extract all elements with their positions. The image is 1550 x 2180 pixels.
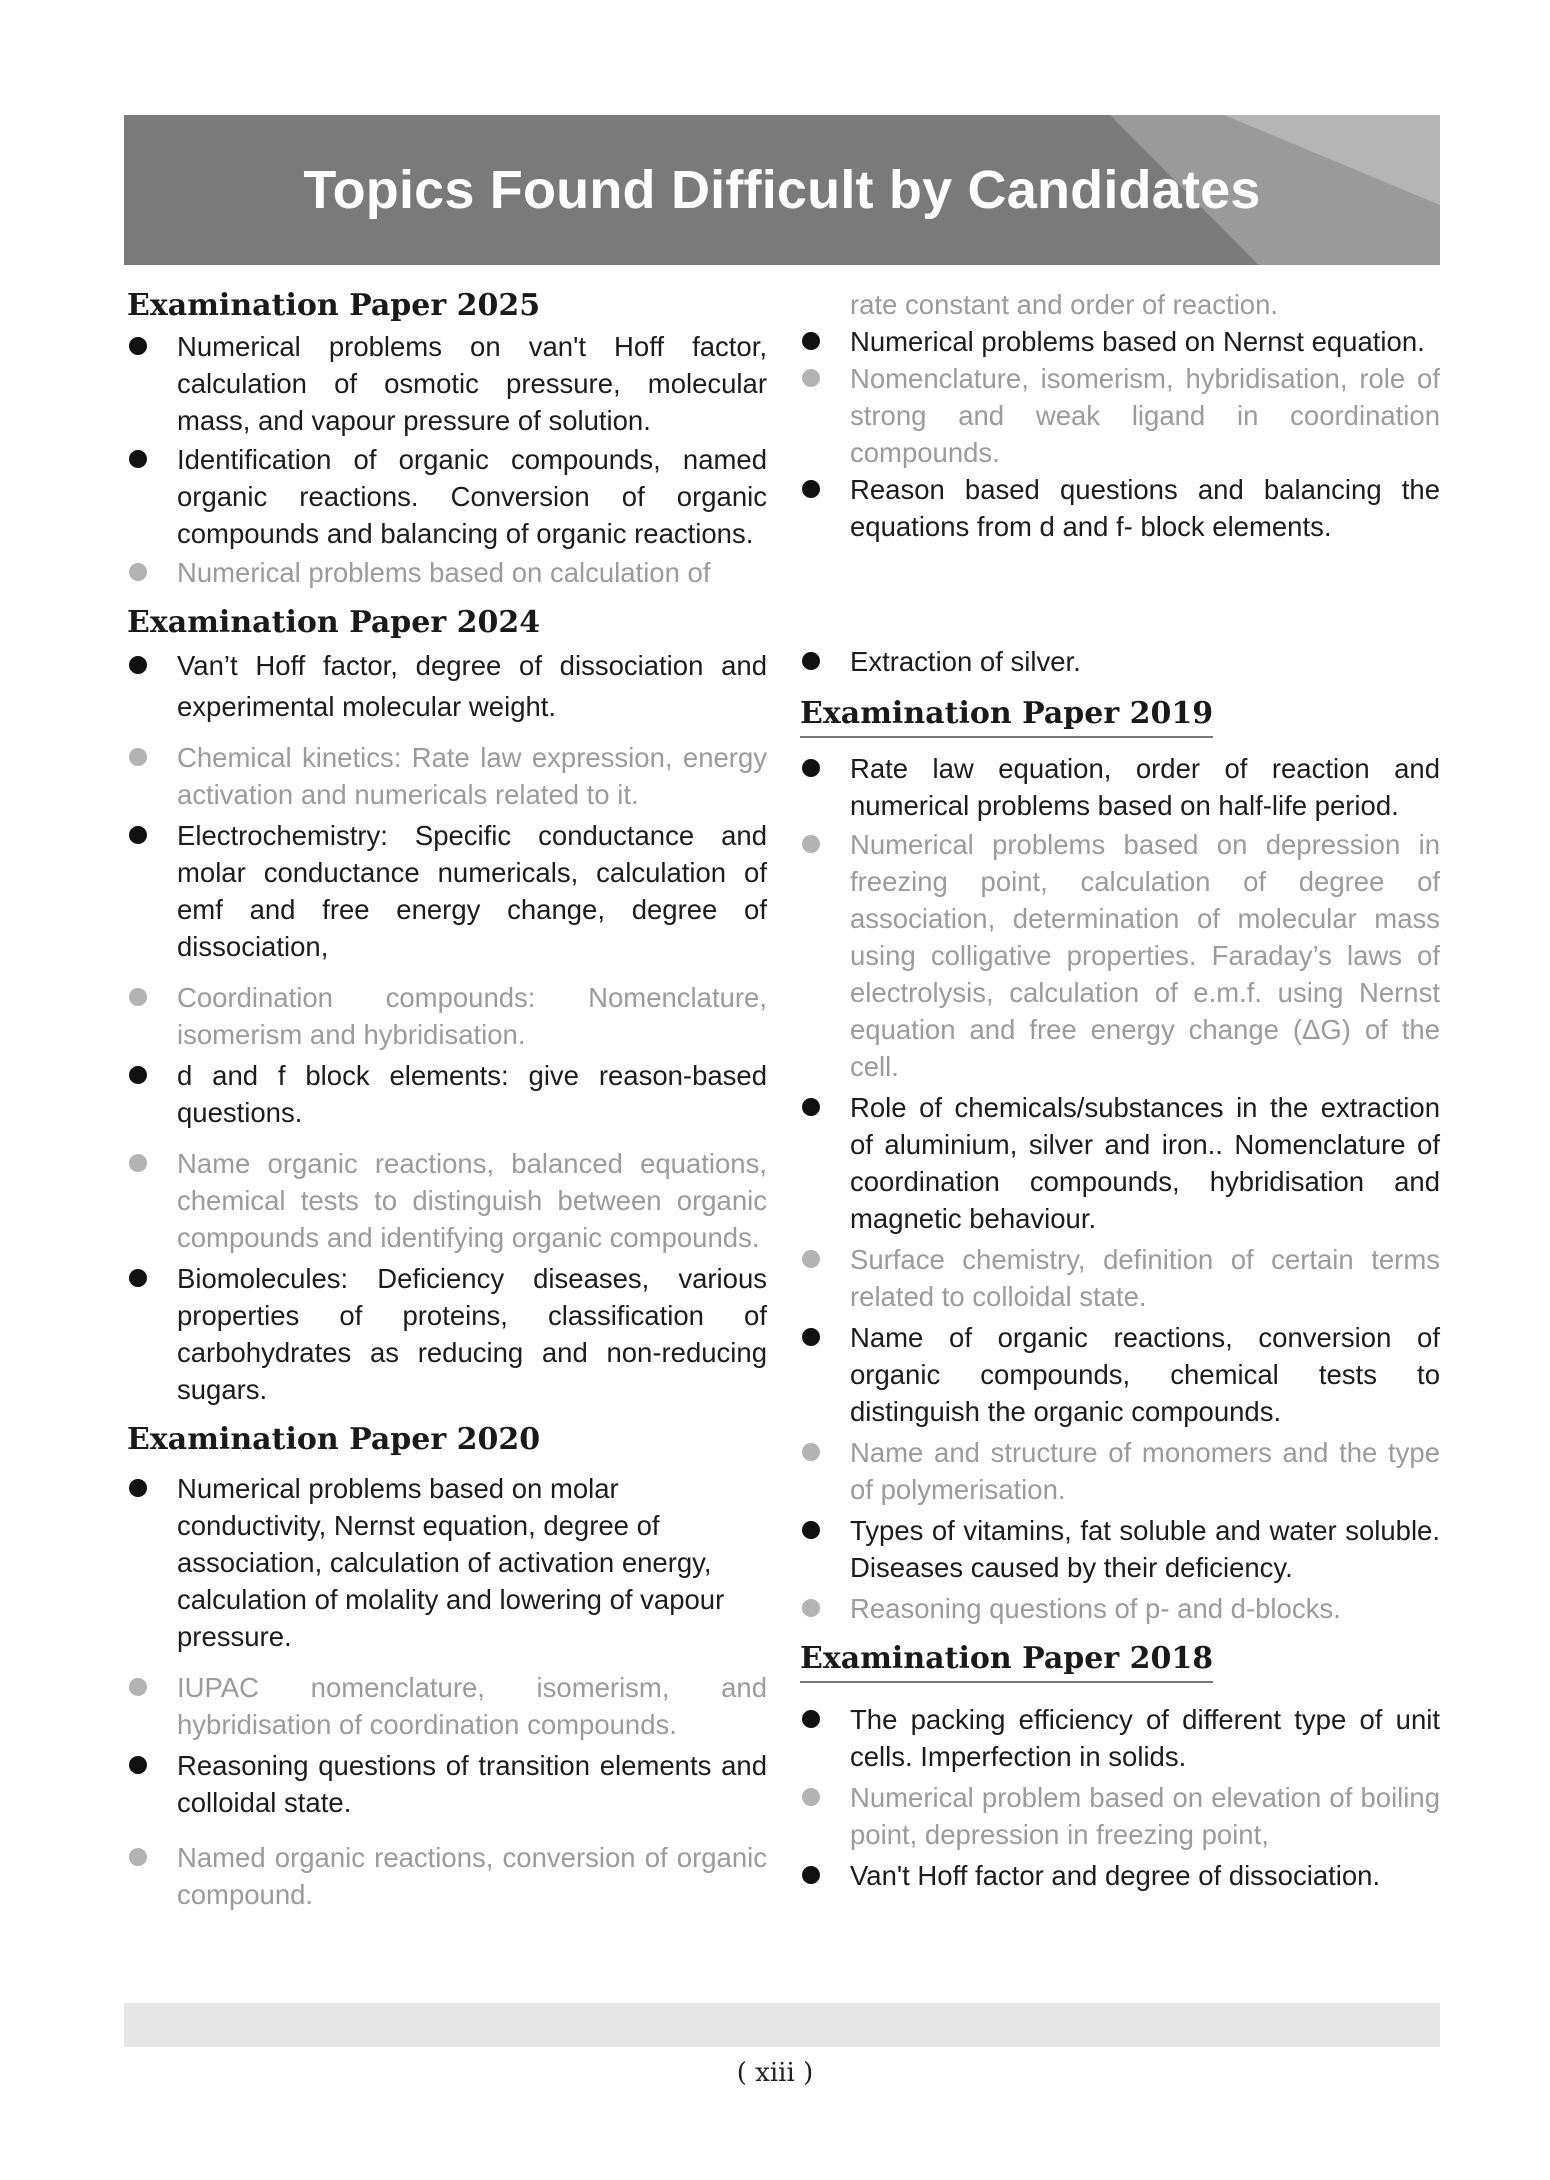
bullet-icon — [129, 1154, 147, 1172]
section-heading-2025: Examination Paper 2025 — [127, 288, 541, 323]
list-item: Numerical problem based on elevation of boiling point, depression in freezing point, — [800, 1779, 1440, 1853]
bullet-icon — [802, 1328, 820, 1346]
list-item: Surface chemistry, definition of certain terms related to colloidal state. — [800, 1241, 1440, 1315]
bullet-icon — [129, 1269, 147, 1287]
title-banner — [124, 115, 1440, 265]
list-2024 — [127, 645, 767, 1408]
footer-bar — [124, 2003, 1440, 2047]
list-item: Numerical problems on van't Hoff factor, calculation of osmotic pressure, molecular mass, and vapour pressure of solution. — [127, 328, 767, 439]
list-item: Role of chemicals/substances in the extraction of aluminium, silver and iron.. Nomenclature of coordination compounds, hybridisation and magnetic behaviour. — [800, 1089, 1440, 1237]
bullet-icon — [129, 563, 147, 581]
bullet-icon — [802, 1098, 820, 1116]
list-item: Reason based questions and balancing the equations from d and f- block elements. — [800, 471, 1440, 545]
section-heading-2020: Examination Paper 2020 — [127, 1422, 541, 1457]
list-item: Reasoning questions of transition elements and colloidal state. — [127, 1747, 767, 1821]
list-item: Numerical problems based on depression in freezing point, calculation of degree of association, determination of molecular mass using colligative properties. Faraday’s laws of electrolysis, calculation of e.m.f. using Nernst equation and free energy change (ΔG) of the cell. — [800, 826, 1440, 1085]
list-item: Name organic reactions, balanced equations, chemical tests to distinguish between organic compounds and identifying organic compounds. — [127, 1145, 767, 1256]
bullet-icon — [129, 656, 147, 674]
bullet-icon — [129, 1066, 147, 1084]
bullet-icon — [129, 1678, 147, 1696]
bullet-icon — [802, 369, 820, 387]
list-2024-continued — [800, 643, 1440, 680]
bullet-icon — [129, 988, 147, 1006]
list-2018 — [800, 1701, 1440, 1894]
section-heading-2018: Examination Paper 2018 — [800, 1639, 1213, 1683]
list-item: d and f block elements: give reason-based questions. — [127, 1057, 767, 1131]
list-item: Numerical problems based on calculation of — [127, 554, 767, 591]
list-item: Numerical problems based on Nernst equation. — [800, 323, 1440, 360]
bullet-icon — [802, 1521, 820, 1539]
list-item: Reasoning questions of p- and d-blocks. — [800, 1590, 1440, 1627]
bullet-icon — [802, 1599, 820, 1617]
list-item: The packing efficiency of different type of unit cells. Imperfection in solids. — [800, 1701, 1440, 1775]
bullet-icon — [129, 826, 147, 844]
bullet-icon — [129, 1479, 147, 1497]
list-2020 — [127, 1470, 767, 1913]
list-2025 — [127, 328, 767, 591]
list-item: Chemical kinetics: Rate law expression, energy activation and numericals related to it. — [127, 739, 767, 813]
right-column — [800, 286, 1440, 1894]
bullet-icon — [802, 1866, 820, 1884]
list-item: Coordination compounds: Nomenclature, isomerism and hybridisation. — [127, 979, 767, 1053]
bullet-icon — [802, 759, 820, 777]
section-heading-2024: Examination Paper 2024 — [127, 605, 541, 640]
list-item: Extraction of silver. — [800, 643, 1440, 680]
bullet-icon — [129, 1756, 147, 1774]
list-item: Named organic reactions, conversion of organic compound. — [127, 1839, 767, 1913]
section-heading-2019: Examination Paper 2019 — [800, 694, 1213, 738]
list-item: Biomolecules: Deficiency diseases, various properties of proteins, classification of carbohydrates as reducing and non-reducing sugars. — [127, 1260, 767, 1408]
bullet-icon — [129, 337, 147, 355]
bullet-icon — [802, 835, 820, 853]
bullet-icon — [802, 480, 820, 498]
bullet-icon — [802, 1788, 820, 1806]
list-item: Name of organic reactions, conversion of organic compounds, chemical tests to distinguish the organic compounds. — [800, 1319, 1440, 1430]
bullet-icon — [129, 1848, 147, 1866]
bullet-icon — [802, 1710, 820, 1728]
bullet-icon — [802, 1250, 820, 1268]
list-item: Types of vitamins, fat soluble and water soluble. Diseases caused by their deficiency. — [800, 1512, 1440, 1586]
left-column — [127, 286, 767, 1913]
list-item: Rate law equation, order of reaction and numerical problems based on half-life period. — [800, 750, 1440, 824]
page-title: Topics Found Difficult by Candidates — [303, 160, 1261, 220]
list-item: Name and structure of monomers and the type of polymerisation. — [800, 1434, 1440, 1508]
list-item-continued: rate constant and order of reaction. — [850, 289, 1279, 320]
list-2025-continued — [800, 286, 1440, 545]
bullet-icon — [802, 1443, 820, 1461]
list-item: Nomenclature, isomerism, hybridisation, role of strong and weak ligand in coordination compounds. — [800, 360, 1440, 471]
list-item: Van't Hoff factor and degree of dissociation. — [800, 1857, 1440, 1894]
list-item: Electrochemistry: Specific conductance and molar conductance numericals, calculation of emf and free energy change, degree of dissociation, — [127, 817, 767, 965]
list-2019 — [800, 750, 1440, 1627]
list-item: IUPAC nomenclature, isomerism, and hybridisation of coordination compounds. — [127, 1669, 767, 1743]
list-item: Identification of organic compounds, named organic reactions. Conversion of organic compounds and balancing of organic reactions. — [127, 441, 767, 552]
bullet-icon — [802, 652, 820, 670]
bullet-icon — [129, 748, 147, 766]
list-item: Numerical problems based on molar conductivity, Nernst equation, degree of association, calculation of activation energy, calculation of molality and lowering of vapour pressure. — [127, 1470, 767, 1655]
page-number: ( xiii ) — [736, 2058, 814, 2088]
bullet-icon — [802, 332, 820, 350]
bullet-icon — [129, 450, 147, 468]
list-item: Van’t Hoff factor, degree of dissociation and experimental molecular weight. — [127, 645, 767, 727]
